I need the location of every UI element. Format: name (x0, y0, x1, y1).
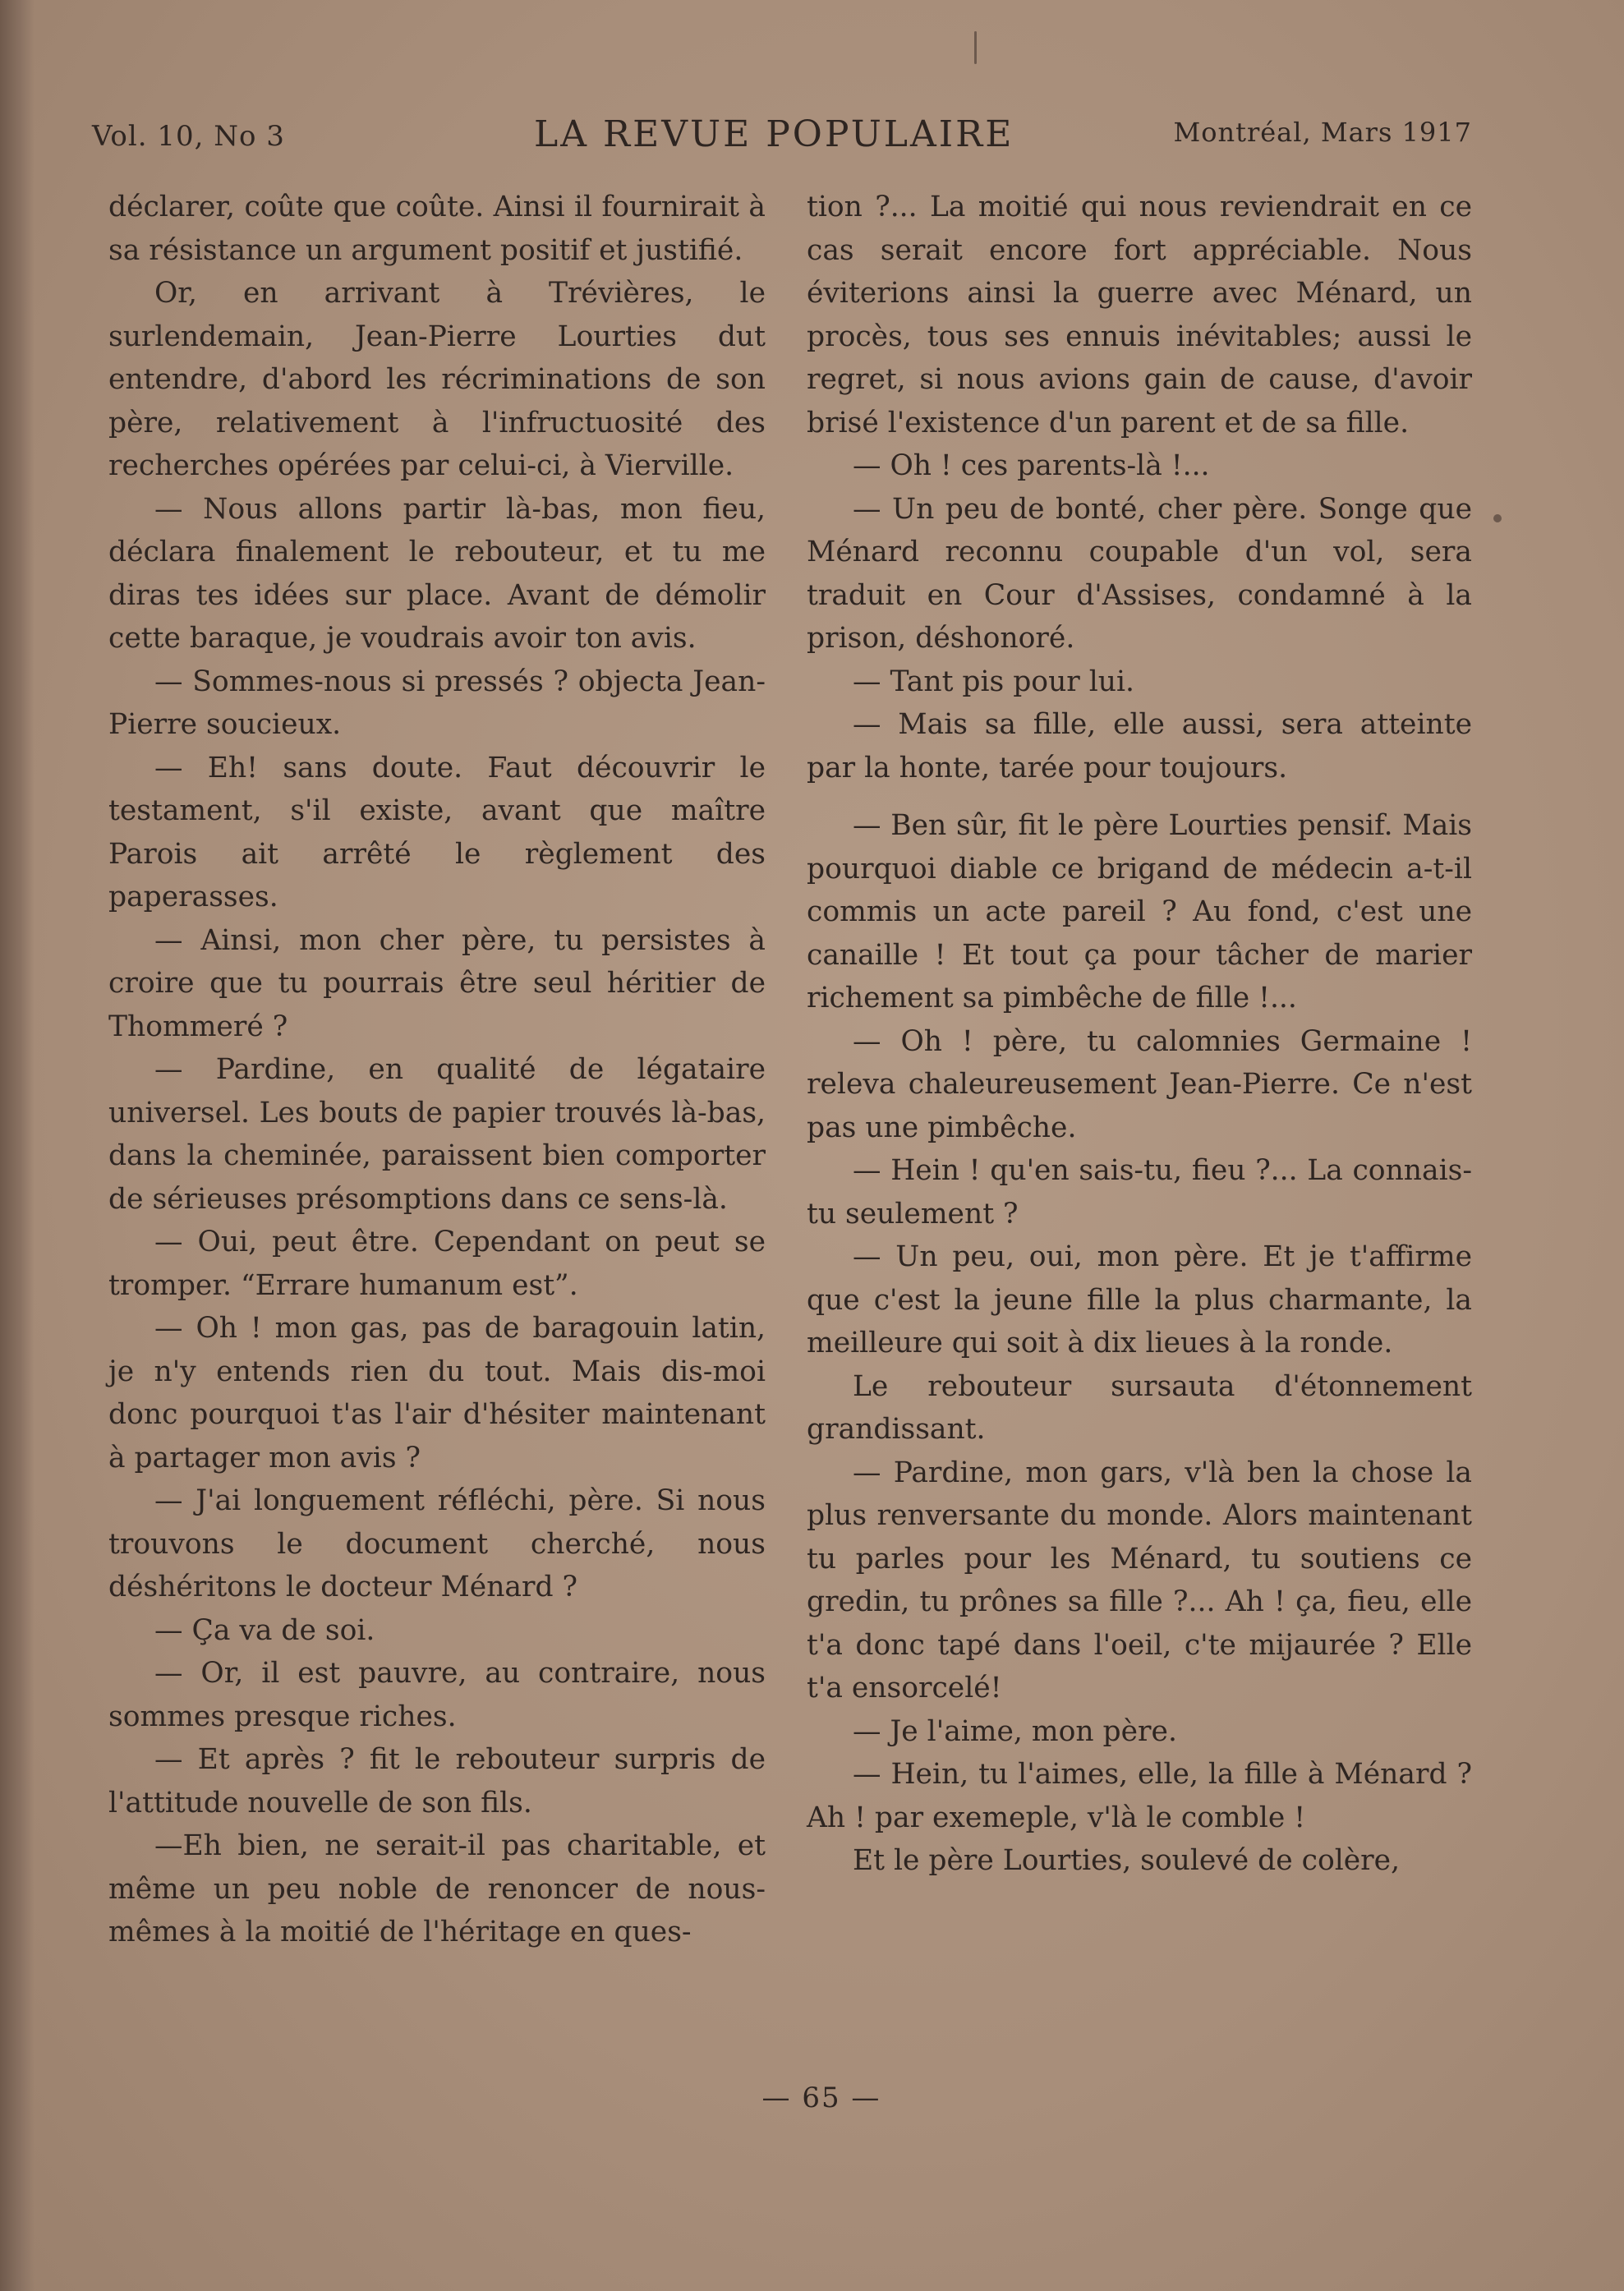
paragraph: Et le père Lourties, soulevé de colère, (853, 1844, 1401, 1877)
page-number: — 65 — (761, 2082, 881, 2114)
paragraph: —Eh bien, ne serait-il pas charitable, et même un peu noble de renoncer de nous-mêmes à la moitié de l'héritage en ques- (108, 1829, 766, 1948)
paragraph: — Or, il est pauvre, au contraire, nous sommes presque riches. (108, 1657, 766, 1733)
paragraph: — Pardine, mon gars, v'là ben la chose la plus renversante du monde. Alors maintenant tu parles pour les Ménard, tu soutiens ce gredin, tu prônes sa fille ?... Ah ! ça, fieu, elle t'a donc tapé dans l'oeil, c'te mijaurée ? Elle t'a ensorcelé! (807, 1456, 1472, 1704)
publication-title: LA REVUE POPULAIRE (534, 113, 1014, 155)
paragraph: — Un peu, oui, mon père. Et je t'affirme que c'est la jeune fille la plus charmante, la meilleure qui soit à dix lieues à la ronde. (807, 1240, 1472, 1359)
issue-date: Montréal, Mars 1917 (1173, 117, 1472, 148)
paragraph: — Hein ! qu'en sais-tu, fieu ?... La connais-tu seulement ? (807, 1154, 1472, 1231)
paragraph: tion ?... La moitié qui nous reviendrait en ce cas serait encore fort appréciable. Nous éviterions ainsi la guerre avec Ménard, un procès, tous ses ennuis inévitables; aussi le regret, si nous avions gain de cause, d'avoir brisé l'existence d'un parent et de sa fille. (807, 191, 1472, 439)
paragraph: — Oui, peut être. Cependant on peut se tromper. “Errare humanum est”. (108, 1226, 766, 1302)
paragraph: — J'ai longuement réfléchi, père. Si nous trouvons le document cherché, nous déshéritons le docteur Ménard ? (108, 1484, 766, 1603)
paragraph: — Oh ! ces parents-là !... (853, 449, 1210, 482)
left-column (108, 186, 766, 1954)
volume-label: Vol. 10, No 3 (92, 120, 285, 153)
paragraph: — Ben sûr, fit le père Lourties pensif. Mais pourquoi diable ce brigand de médecin a-t-il commis un acte pareil ? Au fond, c'est une canaille ! Et tout ça pour tâcher de marier richement sa pimbêche de fille !... (807, 809, 1472, 1014)
paragraph: — Eh! sans doute. Faut découvrir le testament, s'il existe, avant que maître Parois ait arrêté le règlement des paperasses. (108, 751, 766, 913)
paragraph: Le rebouteur sursauta d'étonnement grandissant. (807, 1369, 1472, 1446)
paragraph: — Tant pis pour lui. (853, 665, 1134, 698)
paragraph: — Et après ? fit le rebouteur surpris de l'attitude nouvelle de son fils. (108, 1743, 766, 1819)
paragraph: — Oh ! père, tu calomnies Germaine ! releva chaleureusement Jean-Pierre. Ce n'est pas une pimbêche. (807, 1024, 1472, 1144)
paragraph: — Mais sa fille, elle aussi, sera atteinte par la honte, tarée pour toujours. (807, 708, 1472, 784)
paragraph: déclarer, coûte que coûte. Ainsi il fournirait à sa résistance un argument positif et justifié. (108, 191, 766, 267)
paragraph: — Hein, tu l'aimes, elle, la fille à Ménard ? Ah ! par exemeple, v'là le comble ! (807, 1758, 1472, 1834)
paragraph: Or, en arrivant à Trévières, le surlendemain, Jean-Pierre Lourties dut entendre, d'abord les récriminations de son père, relativement à l'infructuosité des recherches opérées par celui-ci, à Vierville. (108, 277, 766, 482)
paragraph: — Sommes-nous si pressés ? objecta Jean-Pierre soucieux. (108, 665, 766, 741)
paragraph: — Un peu de bonté, cher père. Songe que Ménard reconnu coupable d'un vol, sera traduit en Cour d'Assises, condamné à la prison, déshonoré. (807, 492, 1472, 655)
right-column (807, 186, 1472, 1883)
paragraph: — Je l'aime, mon père. (853, 1714, 1177, 1748)
paragraph: — Nous allons partir là-bas, mon fieu, déclara finalement le rebouteur, et tu me diras tes idées sur place. Avant de démolir cette baraque, je voudrais avoir ton avis. (108, 492, 766, 655)
ink-speck (1493, 514, 1502, 522)
paragraph: — Oh ! mon gas, pas de baragouin latin, je n'y entends rien du tout. Mais dis-moi donc pourquoi t'as l'air d'hésiter maintenant à partager mon avis ? (108, 1312, 766, 1474)
page-binding-edge (0, 0, 35, 2291)
paragraph: — Ça va de soi. (154, 1613, 375, 1647)
paragraph: — Ainsi, mon cher père, tu persistes à croire que tu pourrais être seul héritier de Thommeré ? (108, 923, 766, 1043)
paragraph: — Pardine, en qualité de légataire universel. Les bouts de papier trouvés là-bas, dans la cheminée, paraissent bien comporter de sérieuses présomptions dans ce sens-là. (108, 1053, 766, 1216)
page-header (92, 113, 1472, 163)
ink-speck (974, 31, 977, 64)
